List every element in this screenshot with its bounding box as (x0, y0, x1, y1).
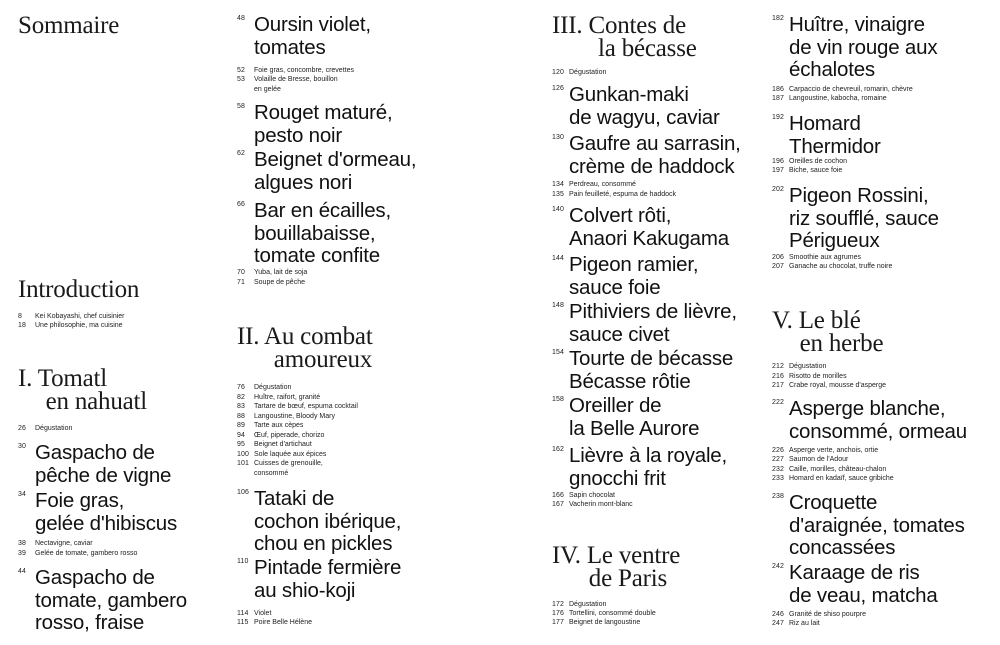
dish-entry[interactable] (772, 185, 939, 253)
page-number: 34 (18, 491, 26, 498)
section-title-line: III. Contes de (552, 12, 686, 39)
page-number: 233 (772, 475, 784, 482)
recipe-entry[interactable] (772, 262, 892, 272)
section-title-line: V. Le blé (772, 307, 861, 334)
entry-title-line: Oreilles de cochon (789, 158, 847, 165)
entry-title-line: Granité de shiso pourpre (789, 611, 867, 618)
recipe-entry[interactable] (237, 278, 305, 288)
entry-title-line: Colvert rôti, (569, 204, 672, 227)
page-number: 71 (237, 279, 245, 286)
entry-title-line: Nectavigne, caviar (35, 540, 93, 547)
dish-entry[interactable] (237, 102, 393, 147)
recipe-entry[interactable] (237, 75, 338, 95)
recipe-entry[interactable] (237, 459, 323, 479)
dish-entry[interactable] (18, 567, 187, 635)
page-number: 227 (772, 456, 784, 463)
dish-entry[interactable] (552, 348, 733, 393)
recipe-entry[interactable] (772, 619, 820, 629)
entry-title-line: Tartare de bœuf, espuma cocktail (254, 403, 358, 410)
entry-title-line: Gaspacho de (35, 441, 155, 464)
entry-title-line: Gunkan-maki (569, 83, 689, 106)
page-number: 162 (552, 446, 564, 453)
entry-title-line: chou en pickles (254, 532, 393, 555)
entry-title-line: au shio-koji (254, 578, 356, 602)
page-number: 70 (237, 269, 245, 276)
dish-entry[interactable] (552, 445, 727, 490)
entry-title-line: Beignet d'ormeau, (254, 148, 417, 171)
entry-title-line: Smoothie aux agrumes (789, 254, 861, 261)
entry-title-line: Pigeon Rossini, (789, 184, 929, 207)
entry-title-line: Une philosophie, ma cuisine (35, 322, 123, 329)
entry-title-line: pesto noir (254, 123, 343, 147)
section-title (552, 544, 680, 590)
recipe-entry[interactable] (552, 500, 633, 510)
section-title-line: de Paris (588, 565, 668, 592)
entry-title-line: tomate, gambero (35, 588, 187, 612)
entry-title-line: Foie gras, concombre, crevettes (254, 67, 354, 74)
dish-entry[interactable] (18, 442, 171, 487)
page-number: 52 (237, 67, 245, 74)
page-number: 100 (237, 451, 249, 458)
page-number: 101 (237, 460, 249, 467)
recipe-entry[interactable] (772, 381, 886, 391)
page-number: 110 (237, 558, 249, 565)
entry-title-line: Tourte de bécasse (569, 347, 734, 370)
page-number: 83 (237, 403, 245, 410)
page-number: 115 (237, 619, 249, 626)
recipe-entry[interactable] (772, 94, 887, 104)
page-number: 135 (552, 191, 564, 198)
entry-title-line: riz soufflé, sauce (789, 206, 939, 230)
recipe-entry[interactable] (18, 321, 123, 331)
page-number: 82 (237, 394, 245, 401)
recipe-entry[interactable] (772, 166, 842, 176)
entry-title-line: Oursin violet, (254, 13, 371, 36)
entry-title-line: Périgueux (789, 229, 880, 252)
dish-entry[interactable] (772, 113, 881, 158)
entry-title-line: algues nori (254, 170, 353, 194)
dish-entry[interactable] (772, 398, 967, 443)
entry-title-line: Œuf, piperade, chorizo (254, 432, 325, 439)
entry-title-line: Anaori Kakugama (569, 226, 729, 250)
dish-entry[interactable] (552, 133, 741, 178)
entry-title-line: de vin rouge aux (789, 35, 938, 59)
dish-entry[interactable] (772, 562, 938, 607)
recipe-entry[interactable] (552, 68, 606, 78)
entry-title-line: Thermidor (789, 134, 881, 158)
dish-entry[interactable] (772, 492, 965, 560)
section-title-line: la bécasse (598, 35, 697, 62)
entry-title-line: Bar en écailles, (254, 199, 391, 222)
page-number: 126 (552, 85, 564, 92)
entry-title-line: Risotto de morilles (789, 373, 847, 380)
entry-title-line: Carpaccio de chevreuil, romarin, chèvre (789, 86, 913, 93)
entry-title-line: sauce civet (569, 322, 670, 346)
page-number: 62 (237, 150, 245, 157)
recipe-entry[interactable] (552, 190, 676, 200)
recipe-entry[interactable] (18, 539, 93, 549)
page-number: 207 (772, 263, 784, 270)
section-title-line: IV. Le ventre (552, 542, 681, 569)
entry-title-line: Dégustation (35, 425, 73, 432)
entry-title-line: Tarte aux cèpes (254, 422, 304, 429)
entry-title-line: Rouget maturé, (254, 101, 393, 124)
entry-title-line: Soupe de pêche (254, 279, 305, 286)
page-number: 38 (18, 540, 26, 547)
page-number: 247 (772, 620, 784, 627)
entry-title-line: Gaspacho de (35, 566, 155, 589)
section-title-line: en herbe (799, 330, 884, 357)
entry-title-line: gelée d'hibiscus (35, 511, 178, 535)
page-number: 120 (552, 69, 564, 76)
entry-title-line: Foie gras, (35, 489, 125, 512)
page-number: 232 (772, 466, 784, 473)
section-title-line: II. Au combat (237, 323, 373, 350)
section-title (18, 367, 147, 413)
entry-title-line: Dégustation (254, 384, 292, 391)
page-number: 140 (552, 206, 564, 213)
dish-entry[interactable] (552, 254, 698, 299)
recipe-entry[interactable] (552, 618, 640, 628)
page-number: 18 (18, 322, 26, 329)
page-number: 182 (772, 15, 784, 22)
page-number: 114 (237, 610, 249, 617)
section-title (772, 309, 883, 355)
page-number: 187 (772, 95, 784, 102)
section-heading (552, 544, 680, 590)
dish-entry[interactable] (237, 200, 391, 268)
entry-title-line: Huître, vinaigre (789, 13, 925, 36)
entry-title-line: Saumon de l'Adour (789, 456, 849, 463)
section-heading (18, 367, 147, 413)
page-number: 44 (18, 568, 26, 575)
entry-title-line: Dégustation (569, 601, 607, 608)
page-number: 58 (237, 103, 245, 110)
page-number: 226 (772, 447, 784, 454)
entry-title-line: Riz au lait (789, 620, 820, 627)
entry-title-line: de veau, matcha (789, 583, 938, 607)
entry-title-line: Homard (789, 112, 861, 135)
page-number: 89 (237, 422, 245, 429)
entry-title-line: Cuisses de grenouille, (254, 460, 323, 467)
entry-title-line: consommé (254, 470, 289, 477)
page-number: 212 (772, 363, 784, 370)
section-title-line: Introduction (18, 276, 140, 303)
page-number: 48 (237, 15, 245, 22)
entry-title-line: Bécasse rôtie (569, 369, 691, 393)
entry-title-line: Pintade fermière (254, 556, 402, 579)
page-number: 216 (772, 373, 784, 380)
entry-title-line: Pigeon ramier, (569, 253, 699, 276)
entry-title-line: Yuba, lait de soja (254, 269, 308, 276)
page-number: 196 (772, 158, 784, 165)
section-heading (18, 278, 139, 301)
section-heading (237, 325, 373, 371)
entry-title-line: Beignet de langoustine (569, 619, 641, 626)
recipe-entry[interactable] (552, 180, 636, 190)
dish-entry[interactable] (772, 14, 937, 82)
entry-title-line: Pain feuilleté, espuma de haddock (569, 191, 677, 198)
entry-title-line: tomates (254, 35, 326, 59)
page-number: 66 (237, 201, 245, 208)
section-title (18, 14, 119, 37)
entry-title-line: Gaufre au sarrasin, (569, 132, 741, 155)
dish-entry[interactable] (552, 205, 729, 250)
section-heading (18, 14, 119, 37)
recipe-entry[interactable] (237, 421, 303, 431)
recipe-entry[interactable] (237, 383, 291, 393)
entry-title-line: cochon ibérique, (254, 509, 402, 533)
page-number: 148 (552, 302, 564, 309)
page-number: 26 (18, 425, 26, 432)
entry-title-line: Oreiller de (569, 394, 662, 417)
recipe-entry[interactable] (237, 618, 312, 628)
page-number: 206 (772, 254, 784, 261)
dish-entry[interactable] (552, 84, 720, 129)
entry-title-line: rosso, fraise (35, 611, 145, 634)
entry-title-line: Homard en kadaïf, sauce gribiche (789, 475, 894, 482)
entry-title-line: d'araignée, tomates (789, 513, 965, 537)
page-number: 202 (772, 186, 784, 193)
entry-title-line: concassées (789, 536, 896, 559)
entry-title-line: Tortellini, consommé double (569, 610, 656, 617)
entry-title-line: Tataki de (254, 487, 335, 510)
entry-title-line: Langoustine, Bloody Mary (254, 413, 335, 420)
entry-title-line: Vacherin mont-blanc (569, 501, 633, 508)
entry-title-line: pêche de vigne (35, 463, 172, 487)
section-title-line: I. Tomatl (18, 365, 108, 392)
entry-title-line: Perdreau, consommé (569, 181, 636, 188)
entry-title-line: Asperge verte, anchois, ortie (789, 447, 879, 454)
dish-entry[interactable] (552, 301, 737, 346)
recipe-entry[interactable] (18, 424, 72, 434)
page-number: 88 (237, 413, 245, 420)
entry-title-line: en gelée (254, 86, 281, 93)
entry-title-line: Crabe royal, mousse d'asperge (789, 382, 887, 389)
entry-title-line: Huître, raifort, granité (254, 394, 321, 401)
page-number: 222 (772, 399, 784, 406)
page-number: 242 (772, 563, 784, 570)
page-number: 95 (237, 441, 245, 448)
entry-title-line: Karaage de ris (789, 561, 920, 584)
page-number: 134 (552, 181, 564, 188)
page-number: 39 (18, 550, 26, 557)
entry-title-line: Asperge blanche, (789, 397, 946, 420)
page-number: 106 (237, 489, 249, 496)
page-number: 176 (552, 610, 564, 617)
page-number: 76 (237, 384, 245, 391)
section-title-line: Sommaire (18, 12, 120, 39)
section-title-line: amoureux (273, 346, 373, 373)
entry-title-line: Beignet d'artichaut (254, 441, 312, 448)
entry-title-line: Poire Belle Hélène (254, 619, 312, 626)
page-number: 197 (772, 167, 784, 174)
entry-title-line: sauce foie (569, 275, 661, 299)
recipe-entry[interactable] (237, 440, 312, 450)
page-number: 154 (552, 349, 564, 356)
page-number: 192 (772, 114, 784, 121)
entry-title-line: gnocchi frit (569, 466, 666, 490)
entry-title-line: tomate confite (254, 244, 380, 267)
page-number: 186 (772, 86, 784, 93)
section-title (18, 278, 139, 301)
page-number: 172 (552, 601, 564, 608)
entry-title-line: Caille, morilles, château-chalon (789, 466, 887, 473)
entry-title-line: Sole laquée aux épices (254, 451, 327, 458)
page-number: 177 (552, 619, 564, 626)
page-number: 238 (772, 493, 784, 500)
page-number: 158 (552, 396, 564, 403)
page-number: 144 (552, 255, 564, 262)
dish-entry[interactable] (237, 149, 416, 194)
entry-title-line: Sapin chocolat (569, 492, 615, 499)
entry-title-line: Pithiviers de lièvre, (569, 300, 737, 323)
page-number: 130 (552, 134, 564, 141)
recipe-entry[interactable] (772, 474, 894, 484)
entry-title-line: Gelée de tomate, gambero rosso (35, 550, 138, 557)
entry-title-line: Kei Kobayashi, chef cuisinier (35, 313, 125, 320)
entry-title-line: la Belle Aurore (569, 416, 700, 440)
page-number: 53 (237, 76, 245, 83)
entry-title-line: Ganache au chocolat, truffe noire (789, 263, 893, 270)
entry-title-line: Lièvre à la royale, (569, 444, 728, 467)
dish-entry[interactable] (237, 488, 401, 556)
page-number: 94 (237, 432, 245, 439)
dish-entry[interactable] (237, 14, 371, 59)
entry-title-line: crème de haddock (569, 154, 735, 178)
entry-title-line: Dégustation (569, 69, 607, 76)
section-heading (552, 14, 697, 60)
page-number: 30 (18, 443, 26, 450)
entry-title-line: Violet (254, 610, 272, 617)
section-title (237, 325, 373, 371)
entry-title-line: de wagyu, caviar (569, 105, 720, 129)
entry-title-line: consommé, ormeau (789, 419, 967, 443)
recipe-entry[interactable] (772, 455, 848, 465)
recipe-entry[interactable] (772, 362, 826, 372)
dish-entry[interactable] (552, 395, 699, 440)
recipe-entry[interactable] (18, 549, 137, 559)
entry-title-line: Dégustation (789, 363, 827, 370)
recipe-entry[interactable] (237, 268, 307, 278)
entry-title-line: Volaille de Bresse, bouillon (254, 76, 338, 83)
entry-title-line: échalotes (789, 58, 875, 81)
page-number: 8 (18, 313, 22, 320)
entry-title-line: bouillabaisse, (254, 221, 376, 245)
page-number: 166 (552, 492, 564, 499)
recipe-entry[interactable] (237, 402, 358, 412)
page-number: 246 (772, 611, 784, 618)
page-number: 217 (772, 382, 784, 389)
entry-title-line: Langoustine, kabocha, romaine (789, 95, 887, 102)
entry-title-line: Croquette (789, 491, 878, 514)
entry-title-line: Biche, sauce foie (789, 167, 843, 174)
section-title-line: en nahuatl (45, 388, 148, 415)
section-heading (772, 309, 883, 355)
section-title (552, 14, 697, 60)
dish-entry[interactable] (237, 557, 401, 602)
page-number: 167 (552, 501, 564, 508)
dish-entry[interactable] (18, 490, 177, 535)
